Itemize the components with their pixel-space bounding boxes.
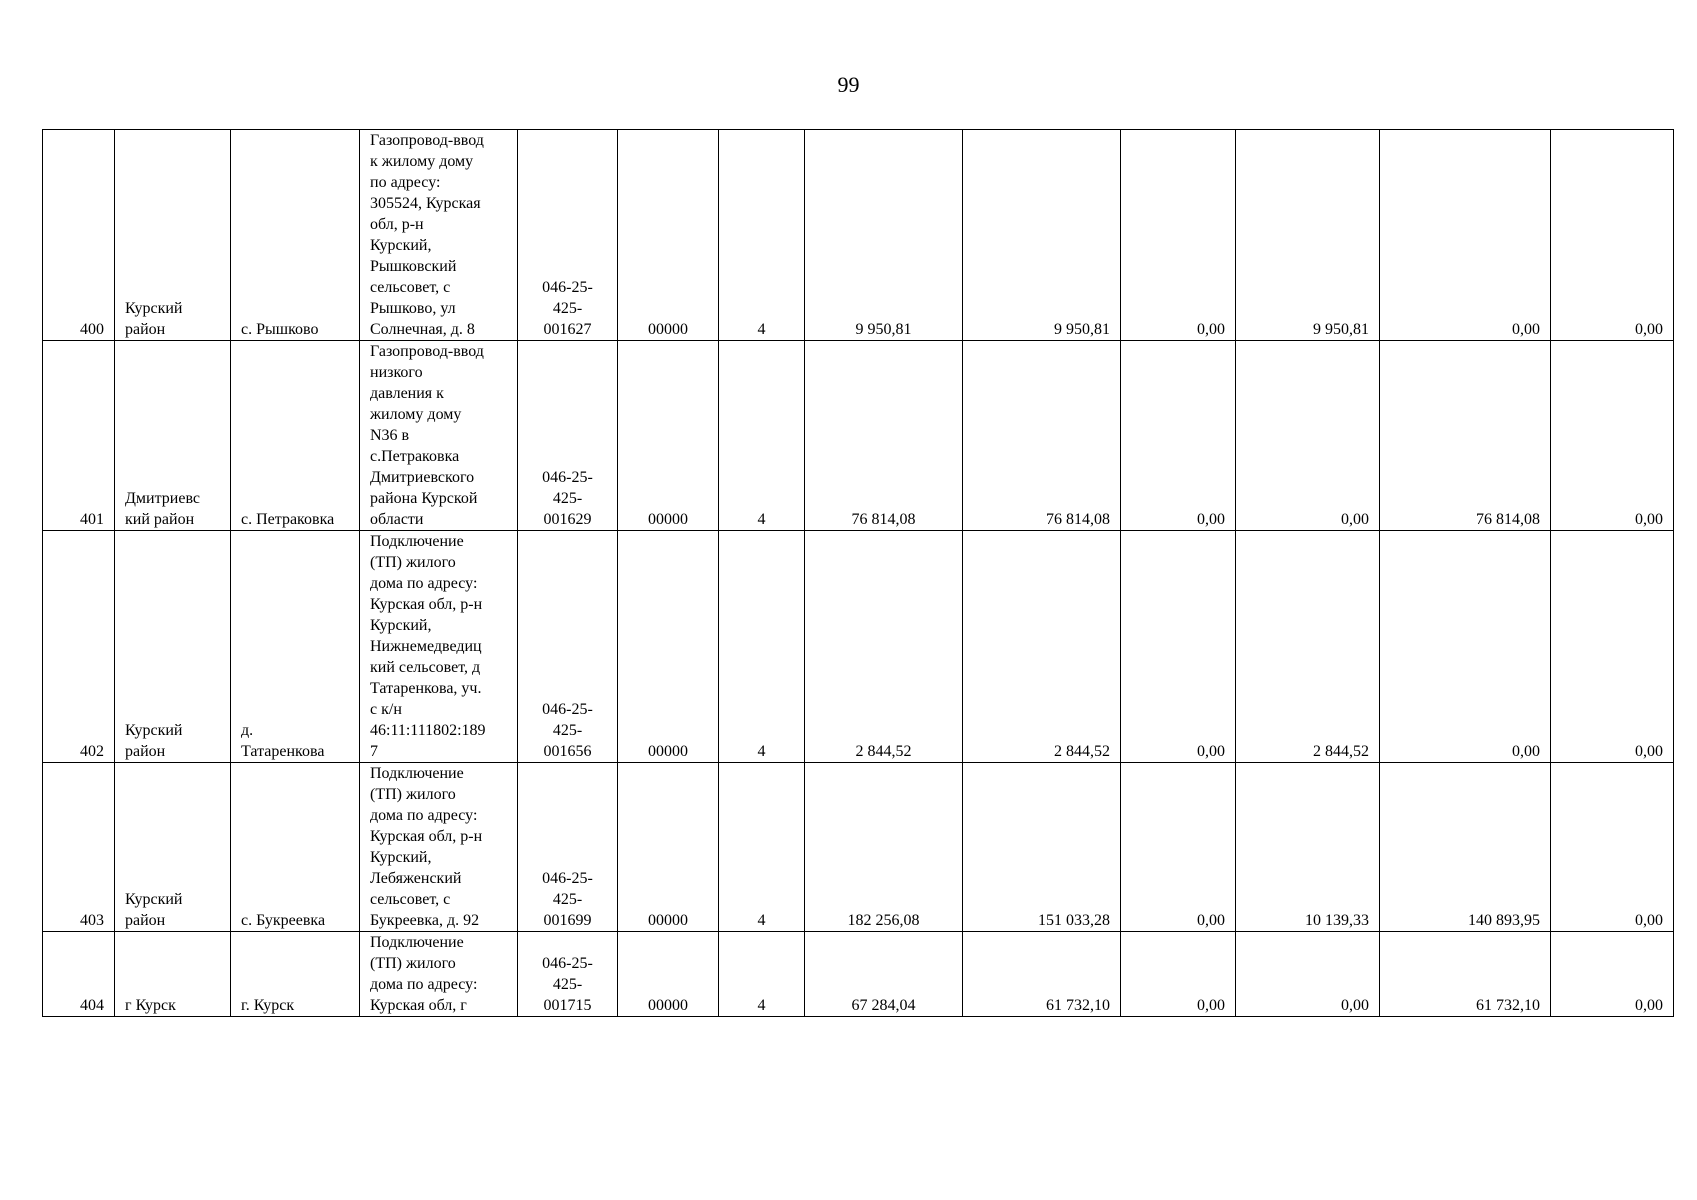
table-row bbox=[43, 341, 1674, 531]
value-cell: 0,00 bbox=[1551, 531, 1674, 763]
description-cell: Подключение (ТП) жилого дома по адресу: Курская обл, г bbox=[360, 932, 518, 1017]
inventory-code-cell: 046-25- 425- 001715 bbox=[518, 932, 618, 1017]
district-cell: Курский район bbox=[115, 763, 231, 932]
value-cell: 9 950,81 bbox=[1236, 130, 1380, 341]
value-cell: 151 033,28 bbox=[963, 763, 1121, 932]
settlement-cell: с. Петраковка bbox=[231, 341, 360, 531]
category-cell: 4 bbox=[719, 531, 805, 763]
inventory-code-cell: 046-25- 425- 001627 bbox=[518, 130, 618, 341]
value-cell: 0,00 bbox=[1551, 130, 1674, 341]
code-cell: 00000 bbox=[618, 763, 719, 932]
value-cell: 9 950,81 bbox=[963, 130, 1121, 341]
value-cell: 10 139,33 bbox=[1236, 763, 1380, 932]
district-cell: Дмитриевс кий район bbox=[115, 341, 231, 531]
description-cell: Газопровод-ввод низкого давления к жилому дому N36 в с.Петраковка Дмитриевского района Курской области bbox=[360, 341, 518, 531]
register-table bbox=[42, 129, 1674, 1017]
value-cell: 61 732,10 bbox=[1380, 932, 1551, 1017]
district-cell: Курский район bbox=[115, 531, 231, 763]
category-cell: 4 bbox=[719, 341, 805, 531]
category-cell: 4 bbox=[719, 763, 805, 932]
inventory-code-cell: 046-25- 425- 001629 bbox=[518, 341, 618, 531]
code-cell: 00000 bbox=[618, 341, 719, 531]
row-number: 404 bbox=[43, 932, 115, 1017]
settlement-cell: с. Рышково bbox=[231, 130, 360, 341]
value-cell: 76 814,08 bbox=[1380, 341, 1551, 531]
district-cell: г Курск bbox=[115, 932, 231, 1017]
row-number: 402 bbox=[43, 531, 115, 763]
value-cell: 76 814,08 bbox=[963, 341, 1121, 531]
value-cell: 76 814,08 bbox=[805, 341, 963, 531]
value-cell: 0,00 bbox=[1380, 531, 1551, 763]
settlement-cell: д. Татаренкова bbox=[231, 531, 360, 763]
row-number: 400 bbox=[43, 130, 115, 341]
value-cell: 0,00 bbox=[1551, 341, 1674, 531]
value-cell: 0,00 bbox=[1380, 130, 1551, 341]
district-cell: Курский район bbox=[115, 130, 231, 341]
description-cell: Подключение (ТП) жилого дома по адресу: Курская обл, р-н Курский, Нижнемедведиц кий сельсовет, д Татаренкова, уч. с к/н 46:11:111802:189 7 bbox=[360, 531, 518, 763]
value-cell: 0,00 bbox=[1121, 341, 1236, 531]
table-row bbox=[43, 763, 1674, 932]
category-cell: 4 bbox=[719, 130, 805, 341]
table-row bbox=[43, 130, 1674, 341]
value-cell: 2 844,52 bbox=[805, 531, 963, 763]
row-number: 403 bbox=[43, 763, 115, 932]
value-cell: 182 256,08 bbox=[805, 763, 963, 932]
code-cell: 00000 bbox=[618, 932, 719, 1017]
value-cell: 0,00 bbox=[1121, 763, 1236, 932]
value-cell: 2 844,52 bbox=[1236, 531, 1380, 763]
value-cell: 2 844,52 bbox=[963, 531, 1121, 763]
code-cell: 00000 bbox=[618, 531, 719, 763]
value-cell: 0,00 bbox=[1236, 932, 1380, 1017]
table-row bbox=[43, 531, 1674, 763]
value-cell: 0,00 bbox=[1551, 932, 1674, 1017]
description-cell: Газопровод-ввод к жилому дому по адресу: 305524, Курская обл, р-н Курский, Рышковский сельсовет, с Рышково, ул Солнечная, д. 8 bbox=[360, 130, 518, 341]
value-cell: 0,00 bbox=[1121, 130, 1236, 341]
value-cell: 0,00 bbox=[1551, 763, 1674, 932]
settlement-cell: с. Букреевка bbox=[231, 763, 360, 932]
description-cell: Подключение (ТП) жилого дома по адресу: Курская обл, р-н Курский, Лебяженский сельсовет, с Букреевка, д. 92 bbox=[360, 763, 518, 932]
value-cell: 61 732,10 bbox=[963, 932, 1121, 1017]
settlement-cell: г. Курск bbox=[231, 932, 360, 1017]
code-cell: 00000 bbox=[618, 130, 719, 341]
category-cell: 4 bbox=[719, 932, 805, 1017]
page-number: 99 bbox=[837, 72, 860, 97]
value-cell: 67 284,04 bbox=[805, 932, 963, 1017]
table-row bbox=[43, 932, 1674, 1017]
value-cell: 0,00 bbox=[1121, 932, 1236, 1017]
value-cell: 0,00 bbox=[1121, 531, 1236, 763]
inventory-code-cell: 046-25- 425- 001656 bbox=[518, 531, 618, 763]
row-number: 401 bbox=[43, 341, 115, 531]
value-cell: 0,00 bbox=[1236, 341, 1380, 531]
inventory-code-cell: 046-25- 425- 001699 bbox=[518, 763, 618, 932]
value-cell: 140 893,95 bbox=[1380, 763, 1551, 932]
value-cell: 9 950,81 bbox=[805, 130, 963, 341]
